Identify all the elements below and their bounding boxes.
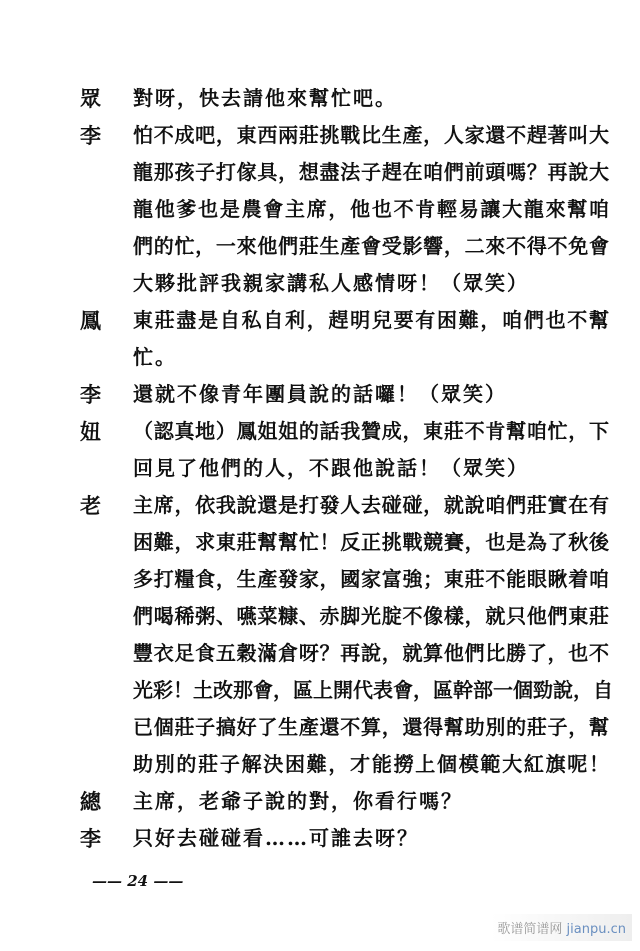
speaker-label: 鳳 [80, 308, 101, 333]
watermark-domain: jianpu.cn [566, 922, 626, 937]
dialogue-line [80, 635, 620, 672]
dialogue-line [80, 746, 620, 783]
dialogue-text: （認真地）鳳姐姐的話我贊成，東莊不肯幫咱忙，下 [133, 419, 609, 443]
dialogue-line [80, 783, 620, 820]
dialogue-line [80, 413, 620, 450]
dialogue-text: 龍那孩子打傢具，想盡法子趕在咱們前頭嗎？再說大 [133, 160, 609, 184]
dialogue-line [80, 80, 620, 117]
dialogue-text: 只好去碰碰看……可誰去呀？ [133, 826, 419, 850]
dialogue-line [80, 487, 620, 524]
speaker-label: 眾 [80, 86, 101, 111]
dialogue-text: 回見了他們的人，不跟他說話！（眾笑） [133, 456, 529, 480]
dialogue-line [80, 117, 620, 154]
dialogue-line [80, 450, 620, 487]
speaker-label: 妞 [80, 419, 101, 444]
dialogue-text: 還就不像青年團員說的話囉！（眾笑） [133, 382, 507, 406]
dialogue-text: 已個莊子搞好了生產還不算，還得幫助別的莊子，幫 [133, 715, 609, 739]
speaker-label: 李 [80, 826, 101, 851]
dialogue-line [80, 302, 620, 339]
dialogue-line [80, 820, 620, 857]
dialogue-line [80, 598, 620, 635]
dialogue-line [80, 339, 620, 376]
speaker-label: 李 [80, 123, 101, 148]
dialogue-text: 大夥批評我親家講私人感情呀！（眾笑） [133, 271, 529, 295]
dialogue-line [80, 265, 620, 302]
script-page [80, 80, 620, 857]
speaker-label: 總 [80, 789, 101, 814]
dialogue-line [80, 228, 620, 265]
speaker-label: 老 [80, 493, 101, 518]
dialogue-text: 光彩！土改那會，區上開代表會，區幹部一個勁說，自 [133, 678, 613, 702]
dialogue-text: 助別的莊子解決困難，才能撈上個模範大紅旗呢！ [133, 752, 609, 776]
dialogue-line [80, 672, 620, 709]
dialogue-text: 們的忙，一來他們莊生產會受影響，二來不得不免會 [133, 234, 609, 258]
dialogue-line [80, 709, 620, 746]
dialogue-text: 東莊盡是自私自利，趕明兒要有困難，咱們也不幫 [133, 308, 609, 332]
page-number: —— 24 —— [92, 872, 184, 890]
dialogue-text: 主席，依我說還是打發人去碰碰，就說咱們莊實在有 [133, 493, 609, 517]
dialogue-line [80, 524, 620, 561]
watermark [491, 914, 632, 941]
dialogue-text: 龍他爹也是農會主席，他也不肯輕易讓大龍來幫咱 [133, 197, 609, 221]
speaker-label: 李 [80, 382, 101, 407]
dialogue-text: 豐衣足食五穀滿倉呀？再說，就算他們比勝了，也不 [133, 641, 609, 665]
dialogue-line [80, 191, 620, 228]
dialogue-text: 對呀，快去請他來幫忙吧。 [133, 86, 397, 110]
dialogue-line [80, 561, 620, 598]
dialogue-line [80, 154, 620, 191]
dialogue-line [80, 376, 620, 413]
watermark-site-name: 歌谱简谱网 [497, 922, 563, 937]
dialogue-text: 們喝稀粥、嚥菜糠、赤脚光腚不像樣，就只他們東莊 [133, 604, 609, 628]
dialogue-text: 忙。 [133, 345, 177, 369]
dialogue-text: 怕不成吧，東西兩莊挑戰比生產，人家還不趕著叫大 [133, 123, 609, 147]
dialogue-text: 困難，求東莊幫幫忙！反正挑戰競賽，也是為了秋後 [133, 530, 609, 554]
dialogue-text: 主席，老爺子說的對，你看行嗎？ [133, 789, 463, 813]
dialogue-text: 多打糧食，生產發家，國家富強；東莊不能眼瞅着咱 [133, 567, 609, 591]
